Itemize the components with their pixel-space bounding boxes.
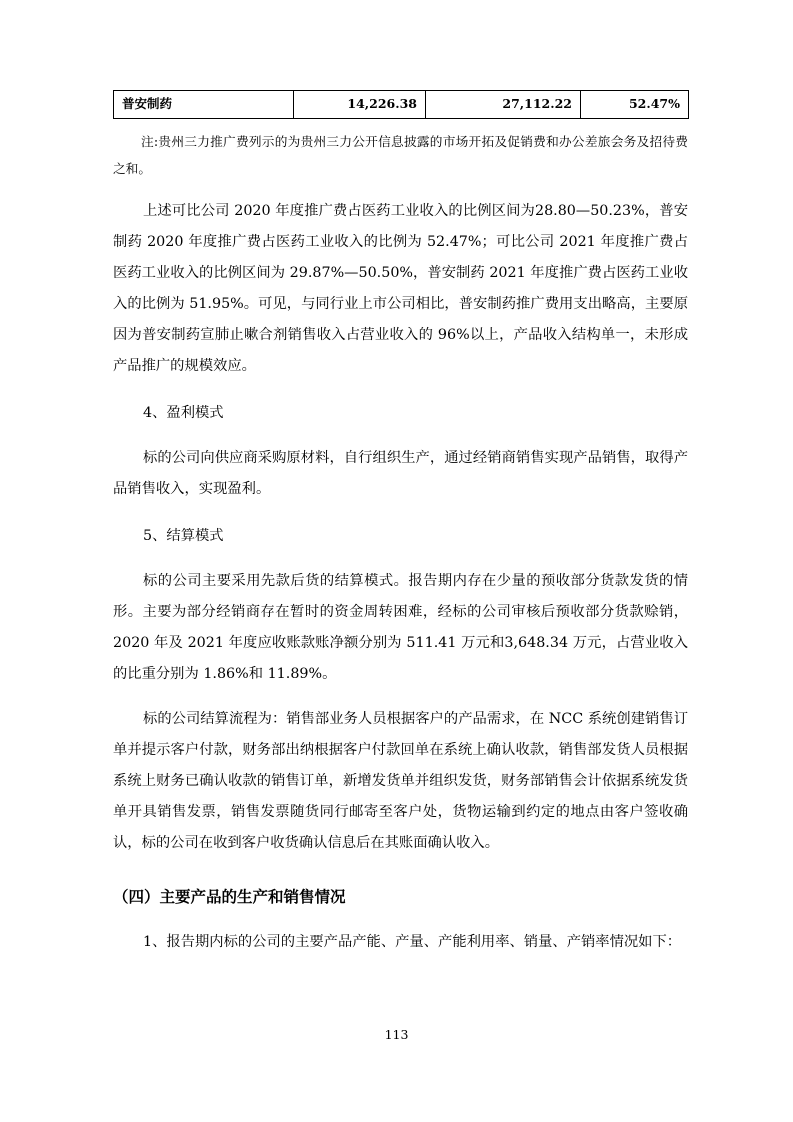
section-four-heading: （四）主要产品的生产和销售情况 [113,887,346,906]
section-5-text-2: 标的公司结算流程为：销售部业务人员根据客户的产品需求，在 NCC 系统创建销售订单并提示客户付款，财务部出纳根据客户付款回单在系统上确认收款，销售部发货人员根据系统上财务已确认收款的销售订单，新增发货单并组织发货，财务部销售会计依据系统发货单开具销售发票，销售发票随货同行邮寄至客户处，货物运输到约定的地点由客户签收确认，标的公司在收到客户收货确认信息后在其账面确认收入。 [113,711,688,851]
section-4-text: 标的公司向供应商采购原材料，自行组织生产，通过经销商销售实现产品销售，取得产品销售收入，实现盈利。 [113,450,688,497]
section-4-title: 4、盈利模式 [143,405,224,421]
table-note: 注:贵州三力推广费列示的为贵州三力公开信息披露的市场开拓及促销费和办公差旅会务及招待费之和。 [113,134,688,176]
paragraph-comparison: 上述可比公司 2020 年度推广费占医药工业收入的比例区间为28.80—50.23%，普安制药 2020 年度推广费占医药工业收入的比例为 52.47%；可比公司 2021 年度推广费占医药工业收入的比例区间为 29.87%—50.50%，普安制药 2021 年度推广费占医药工业收入的比例为 51.95%。可见，与同行业上市公司相比，普安制药推广费用支出略高，主要原因为普安制药宣肺止嗽合剂销售收入占营业收入的 96%以上，产品收入结构单一，未形成产品推广的规模效应。 [113,203,688,374]
section-5-text-1: 标的公司主要采用先款后货的结算模式。报告期内存在少量的预收部分货款发货的情形。主要为部分经销商存在暂时的资金周转困难，经标的公司审核后预收部分货款赊销，2020 年及 2021 年度应收账款账净额分别为 511.41 万元和3,648.34 万元，占营业收入的比重分别为 1.86%和 11.89%。 [113,573,688,682]
table-cell-value-3: 52.47% [581,91,689,119]
table-cell-value-2: 27,112.22 [426,91,581,119]
table-cell-company-name: 普安制药 [114,91,294,119]
section-5-title: 5、结算模式 [143,528,224,544]
section-four-text: 1、报告期内标的公司的主要产品产能、产量、产能利用率、销量、产销率情况如下： [143,934,682,950]
table-row [114,91,689,119]
page-content [113,90,688,958]
promotion-fee-table [113,90,689,119]
page-number: 113 [384,1027,409,1042]
table-cell-value-1: 14,226.38 [294,91,426,119]
